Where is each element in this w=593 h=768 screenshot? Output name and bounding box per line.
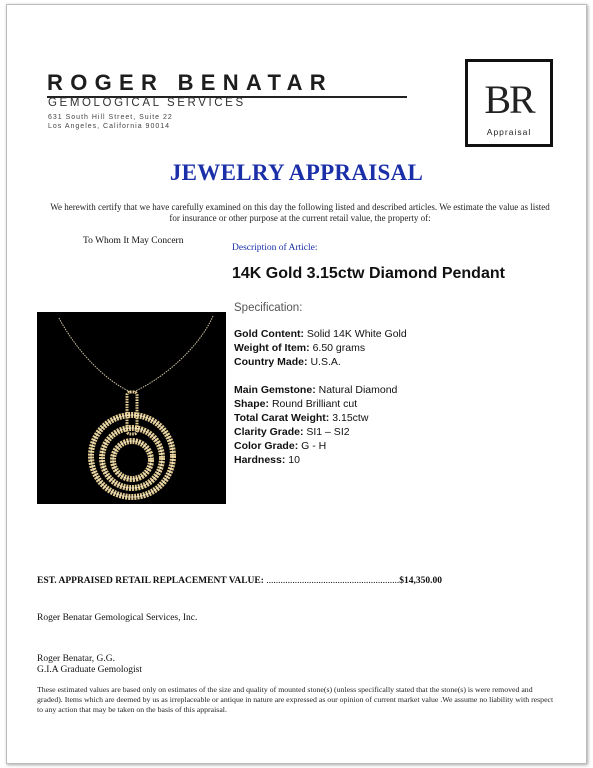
value-leader: ........................................................: [266, 576, 400, 586]
signer-name: Roger Benatar, G.G.: [37, 654, 115, 664]
appraised-value-line: [37, 576, 442, 586]
description-label: Description of Article:: [232, 243, 318, 253]
spec-gold-content: Gold Content: Solid 14K White Gold: [234, 328, 407, 340]
br-monogram: BR: [484, 77, 534, 122]
spec-shape: Shape: Round Brilliant cut: [234, 398, 358, 410]
certification-text: We herewith certify that we have carefully examined on this day the following listed and described articles. We estimate the value as listed for insurance or other purpose at the current retail value, the property of:: [50, 202, 550, 223]
spec-clarity: Clarity Grade: SI1 – SI2: [234, 426, 350, 438]
document-title: JEWELRY APPRAISAL: [169, 160, 424, 185]
disclaimer-text: These estimated values are based only on estimates of the size and quality of mounted stone(s) (unless specifically stated that the stone(s) is were removed and graded). Items which are deemed by us as irreplaceable or antique in nature are expressed as our opinion of current market value .We assume no liability with respect to any action that may be taken on the basis of this appraisal.: [37, 685, 554, 714]
article-name: 14K Gold 3.15ctw Diamond Pendant: [232, 265, 505, 282]
owner-name: To Whom It May Concern: [83, 236, 184, 246]
signer-title: G.I.A Graduate Gemologist: [37, 665, 143, 675]
logo-label: Appraisal: [486, 127, 532, 137]
spec-main-gemstone: Main Gemstone: Natural Diamond: [234, 384, 398, 396]
spec-weight: Weight of Item: 6.50 grams: [234, 342, 366, 354]
spec-hardness: Hardness: 10: [234, 454, 300, 466]
value-amount: $14,350.00: [399, 576, 443, 586]
spec-carat-weight: Total Carat Weight: 3.15ctw: [234, 412, 369, 424]
company-subtitle: GEMOLOGICAL SERVICES: [48, 97, 246, 109]
address-line-1: 631 South Hill Street, Suite 22: [48, 114, 173, 121]
spec-color: Color Grade: G - H: [234, 440, 327, 452]
address-line-2: Los Angeles, California 90014: [48, 123, 171, 130]
specification-label: Specification:: [234, 302, 303, 314]
pendant-image: [37, 312, 226, 504]
spec-country: Country Made: U.S.A.: [234, 356, 341, 368]
company-name: Roger Benatar Gemological Services, Inc.: [37, 613, 198, 623]
company-logo-text: ROGER BENATAR: [47, 70, 333, 95]
pendant-photo: [37, 312, 226, 504]
value-label: EST. APPRAISED RETAIL REPLACEMENT VALUE:: [37, 576, 264, 586]
appraisal-logo: [465, 59, 553, 147]
